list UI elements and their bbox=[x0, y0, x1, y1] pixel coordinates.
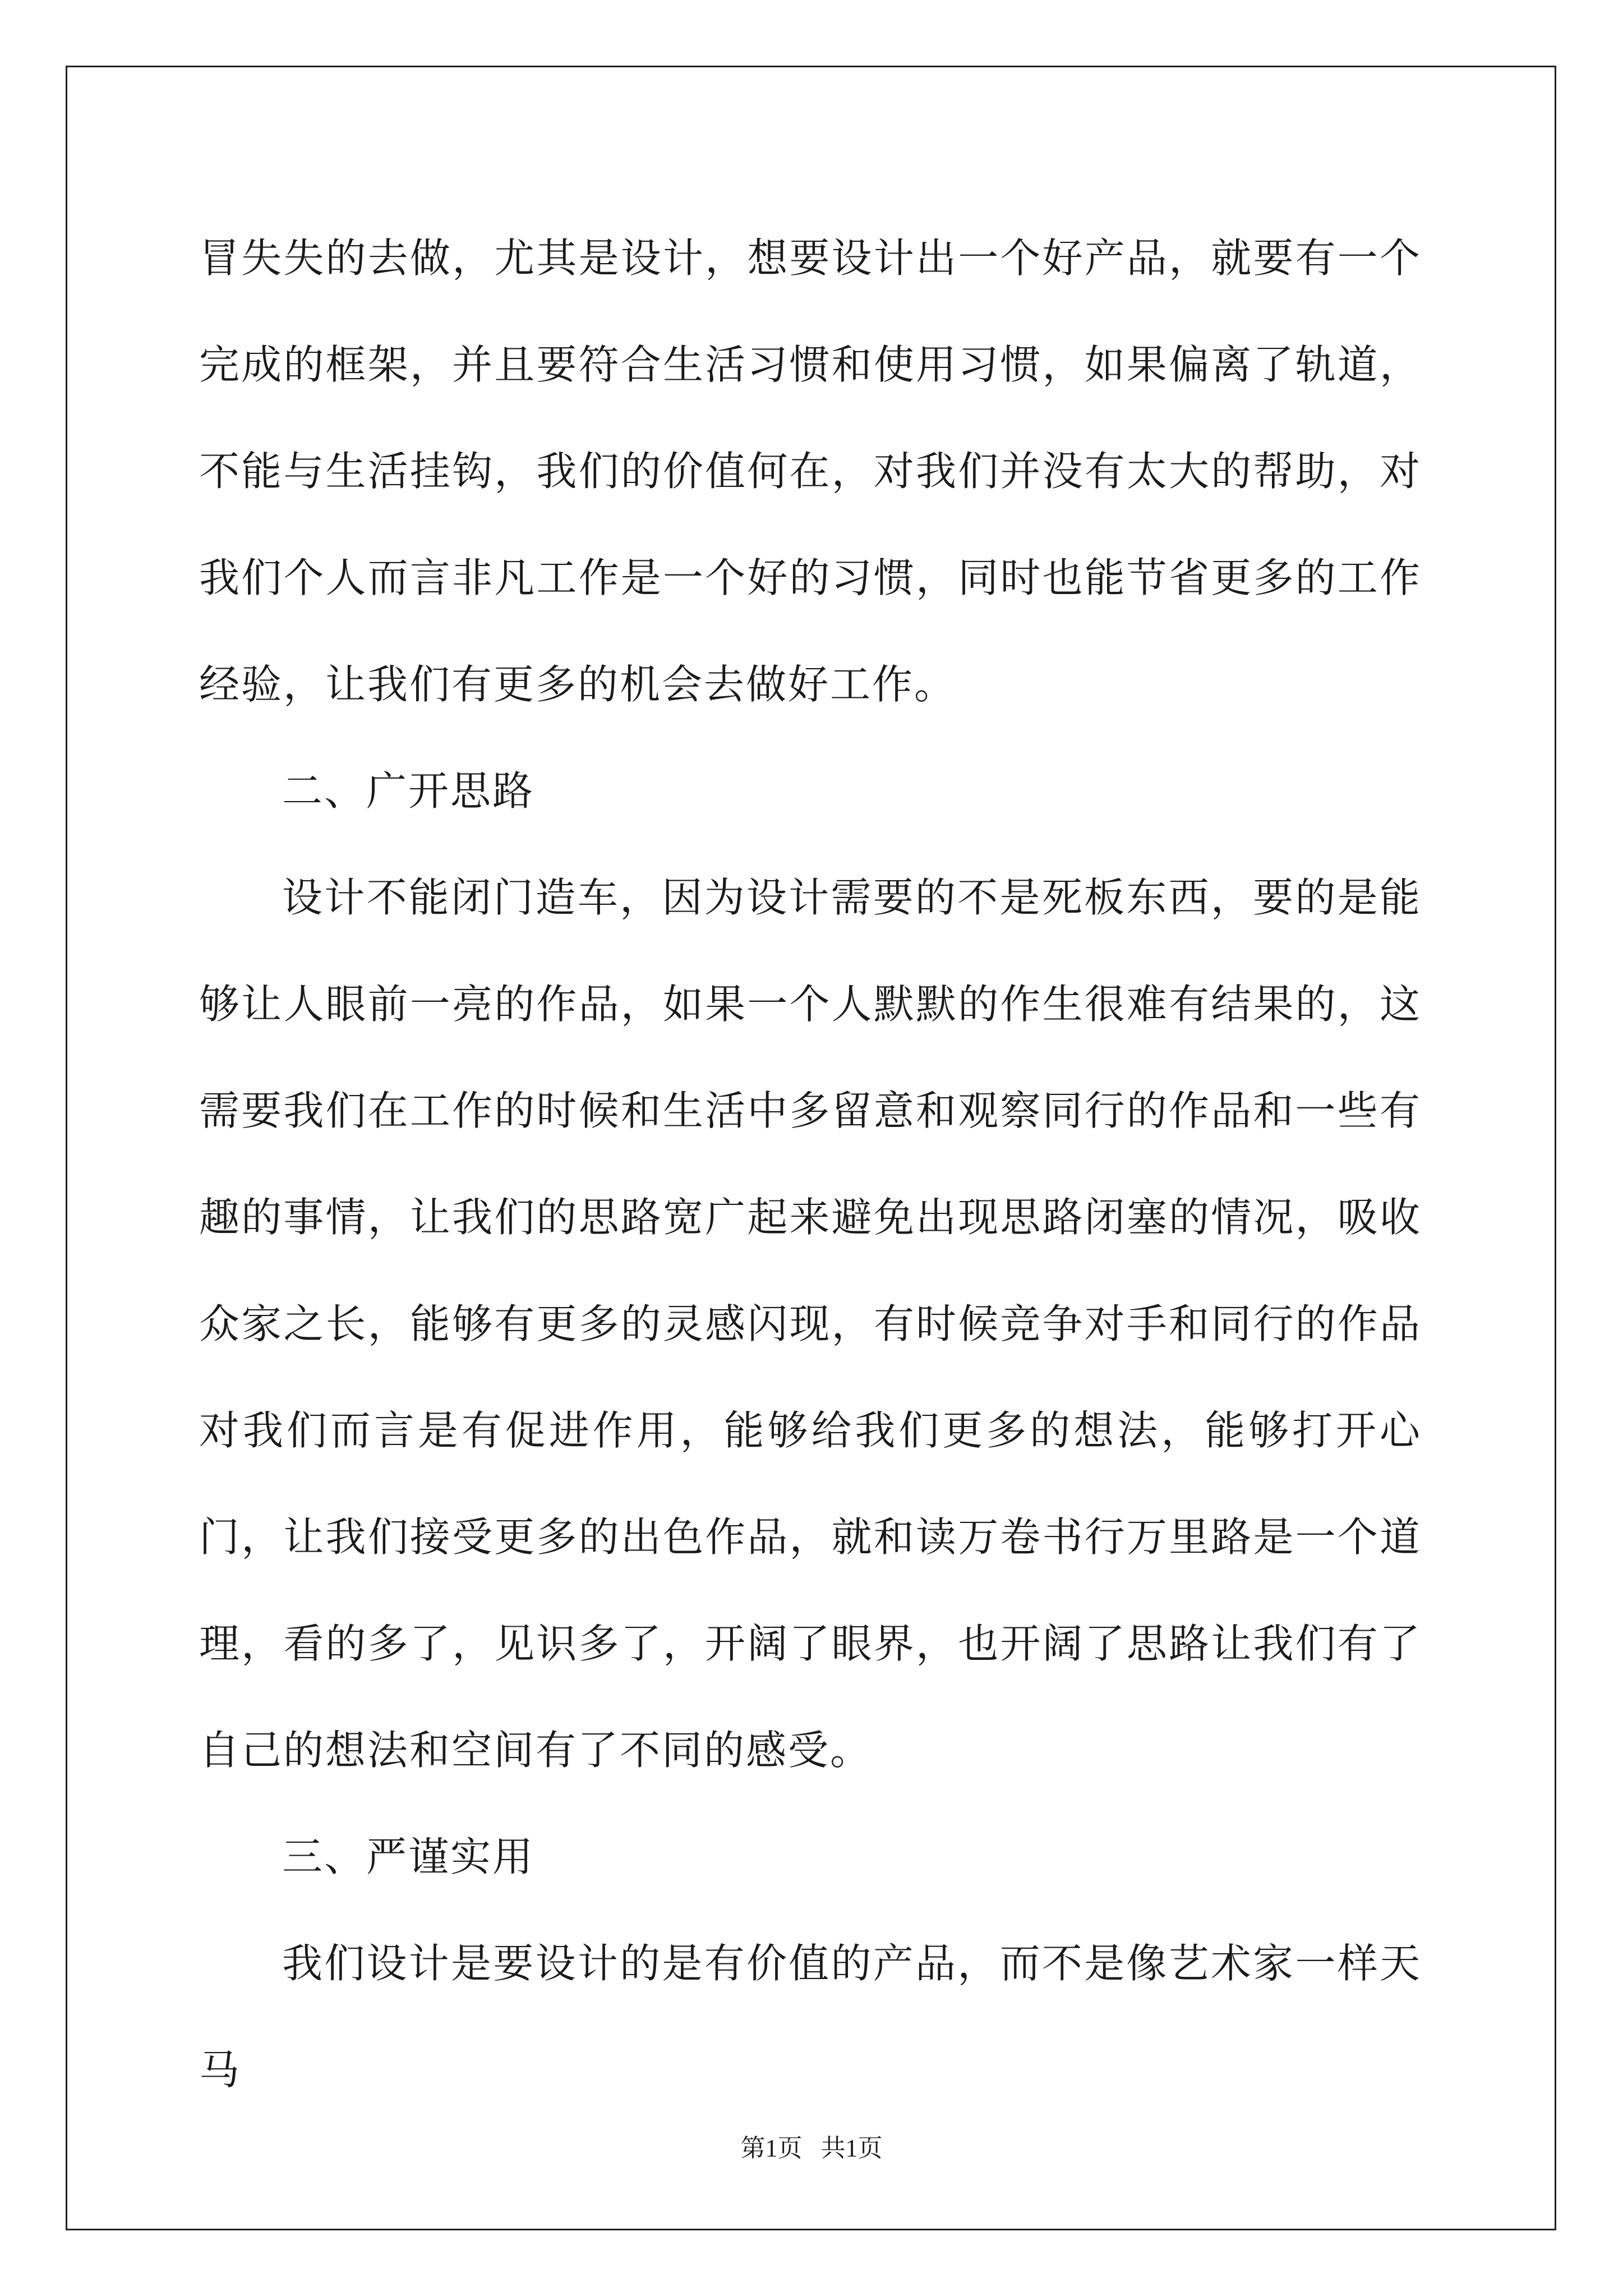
paragraph-rigorous-practical: 我们设计是要设计的是有价值的产品，而不是像艺术家一样天马 bbox=[199, 1940, 1422, 2093]
page-total: 共1页 bbox=[820, 2134, 883, 2162]
document-body bbox=[199, 205, 1422, 2123]
paragraph-broaden-ideas: 设计不能闭门造车，因为设计需要的不是死板东西，要的是能够让人眼前一亮的作品，如果一个人默默的作生很难有结果的，这需要我们在工作的时候和生活中多留意和观察同行的作品和一些有趣的事情，让我们的思路宽广起来避免出现思路闭塞的情况，吸收众家之长，能够有更多的灵感闪现，有时候竞争对手和同行的作品对我们而言是有促进作用，能够给我们更多的想法，能够打开心门，让我们接受更多的出色作品，就和读万卷书行万里路是一个道理，看的多了，见识多了，开阔了眼界，也开阔了思路让我们有了自己的想法和空间有了不同的感受。 bbox=[199, 874, 1422, 1774]
section-heading-3: 三、严谨实用 bbox=[282, 1833, 535, 1880]
page-footer bbox=[0, 2132, 1623, 2165]
page-number: 第1页 bbox=[740, 2134, 803, 2162]
paragraph-continuation: 冒失失的去做，尤其是设计，想要设计出一个好产品，就要有一个完成的框架，并且要符合生活习惯和使用习惯，如果偏离了轨道，不能与生活挂钩，我们的价值何在，对我们并没有太大的帮助，对我们个人而言非凡工作是一个好的习惯，同时也能节省更多的工作经验，让我们有更多的机会去做好工作。 bbox=[199, 234, 1422, 708]
section-heading-2: 二、广开思路 bbox=[282, 767, 535, 815]
